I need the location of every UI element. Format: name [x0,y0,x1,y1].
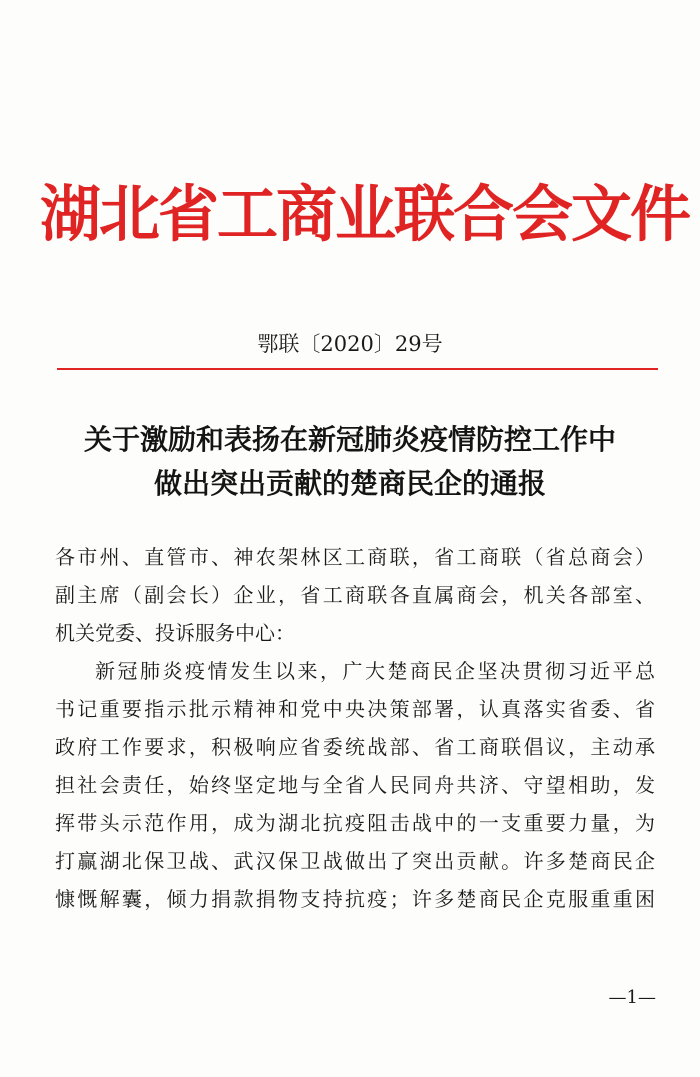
paragraph-line: 新冠肺炎疫情发生以来，广大楚商民企坚决贯彻习近平总 [95,659,655,683]
paragraph-line: 担社会责任，始终坚定地与全省人民同舟共济、守望相助，发 [55,773,655,797]
paragraph-line: 打赢湖北保卫战、武汉保卫战做出了突出贡献。许多楚商民企 [55,849,655,873]
page-number: —1— [608,987,656,1008]
paragraph-line: 挥带头示范作用，成为湖北抗疫阻击战中的一支重要力量，为 [55,811,655,835]
document-body [55,538,655,918]
document-number: 鄂联〔2020〕29号 [257,332,443,356]
addressee-line: 机关党委、投诉服务中心： [55,621,295,645]
paragraph-line: 书记重要指示批示精神和党中央决策部署，认真落实省委、省 [55,697,655,721]
red-divider-line [57,368,658,370]
addressee-line: 副主席（副会长）企业，省工商联各直属商会，机关各部室、 [55,583,655,607]
title-line-1: 关于激励和表扬在新冠肺炎疫情防控工作中 [83,423,616,456]
paragraph-line: 政府工作要求，积极响应省委统战部、省工商联倡议，主动承 [55,735,655,759]
title-line-2: 做出突出贡献的楚商民企的通报 [153,467,546,500]
issuer-masthead: 湖北省工商业联合会文件 [40,179,690,250]
document-title [40,418,660,506]
body-paragraph [55,652,655,918]
paragraph-line: 慷慨解囊，倾力捐款捐物支持抗疫；许多楚商民企克服重重困 [55,887,655,911]
addressee-block [55,538,655,652]
addressee-line: 各市州、直管市、神农架林区工商联，省工商联（省总商会） [55,545,655,569]
